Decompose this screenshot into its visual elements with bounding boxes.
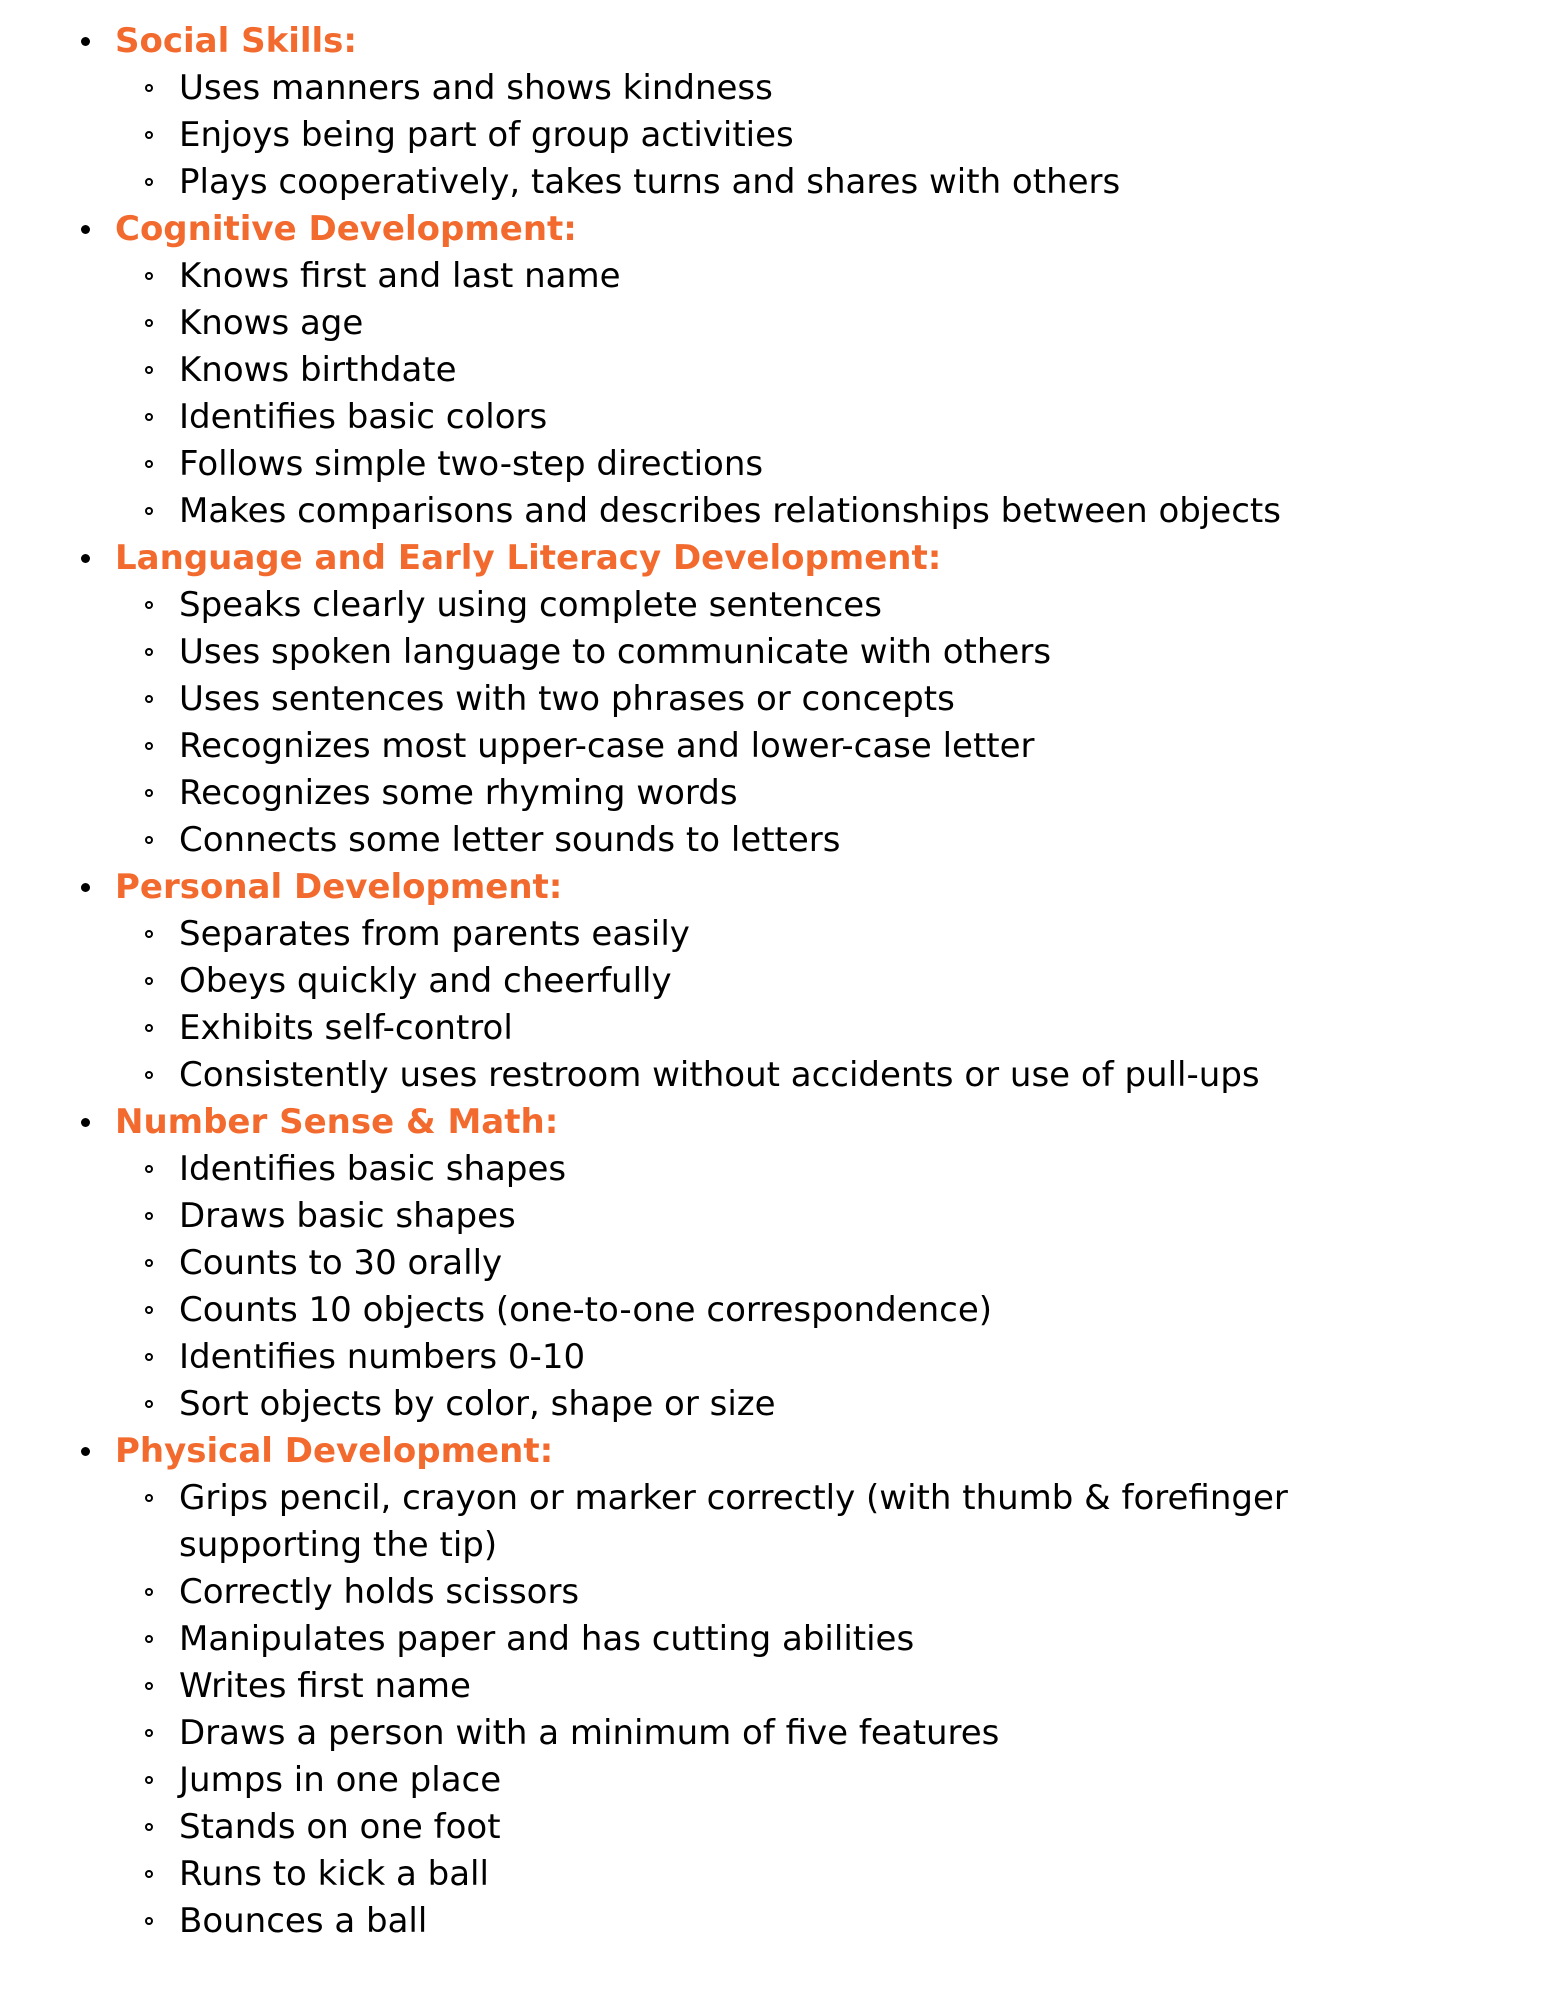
skill-text: Consistently uses restroom without accidents or use of pull-ups xyxy=(179,1055,1260,1095)
hollow-bullet-icon xyxy=(145,977,153,985)
skill-text: Counts to 30 orally xyxy=(179,1243,503,1283)
section-title: Social Skills: xyxy=(115,21,357,61)
skill-item xyxy=(0,347,1545,394)
hollow-bullet-icon xyxy=(145,1588,153,1596)
skill-text: Enjoys being part of group activities xyxy=(179,115,794,155)
hollow-bullet-icon xyxy=(145,1212,153,1220)
skill-item xyxy=(0,958,1545,1005)
hollow-bullet-icon xyxy=(145,507,153,515)
hollow-bullet-icon xyxy=(145,413,153,421)
skill-item xyxy=(0,65,1545,112)
section-heading xyxy=(0,18,1545,65)
hollow-bullet-icon xyxy=(145,366,153,374)
hollow-bullet-icon xyxy=(145,742,153,750)
hollow-bullet-icon xyxy=(145,319,153,327)
skill-item xyxy=(0,1616,1545,1663)
skill-text: Speaks clearly using complete sentences xyxy=(179,585,882,625)
skill-text: Sort objects by color, shape or size xyxy=(179,1384,776,1424)
section-list xyxy=(0,18,1545,1945)
skill-text: Knows age xyxy=(179,303,364,343)
skill-text: Manipulates paper and has cutting abilities xyxy=(179,1619,915,1659)
skill-text: Makes comparisons and describes relationships between objects xyxy=(179,491,1281,531)
skill-item xyxy=(0,1334,1545,1381)
skill-text: Uses manners and shows kindness xyxy=(179,68,773,108)
skill-text: Identifies basic colors xyxy=(179,397,548,437)
hollow-bullet-icon xyxy=(145,1823,153,1831)
hollow-bullet-icon xyxy=(145,601,153,609)
skill-list xyxy=(0,65,1545,206)
checklist-section xyxy=(0,535,1545,864)
skill-text: Draws a person with a minimum of five features xyxy=(179,1713,1000,1753)
section-title: Physical Development: xyxy=(115,1431,554,1471)
skill-item xyxy=(0,1193,1545,1240)
section-title: Personal Development: xyxy=(115,867,563,907)
hollow-bullet-icon xyxy=(145,648,153,656)
skill-text: Identifies basic shapes xyxy=(179,1149,567,1189)
skill-text: Separates from parents easily xyxy=(179,914,690,954)
hollow-bullet-icon xyxy=(145,460,153,468)
skill-list xyxy=(0,1146,1545,1428)
skill-item xyxy=(0,1287,1545,1334)
hollow-bullet-icon xyxy=(145,1917,153,1925)
hollow-bullet-icon xyxy=(145,1400,153,1408)
skill-text: Correctly holds scissors xyxy=(179,1572,580,1612)
skill-item xyxy=(0,1757,1545,1804)
skill-text: Draws basic shapes xyxy=(179,1196,516,1236)
hollow-bullet-icon xyxy=(145,1682,153,1690)
skill-item xyxy=(0,394,1545,441)
hollow-bullet-icon xyxy=(145,1870,153,1878)
skill-item xyxy=(0,1898,1545,1945)
skill-text: Obeys quickly and cheerfully xyxy=(179,961,672,1001)
skill-text: Knows birthdate xyxy=(179,350,457,390)
skill-text: Recognizes most upper-case and lower-case letter xyxy=(179,726,1035,766)
hollow-bullet-icon xyxy=(145,836,153,844)
filled-bullet-icon xyxy=(81,1118,90,1127)
skill-text: Knows first and last name xyxy=(179,256,621,296)
hollow-bullet-icon xyxy=(145,84,153,92)
checklist-section xyxy=(0,864,1545,1099)
skill-item xyxy=(0,441,1545,488)
skill-text: Counts 10 objects (one-to-one correspondence) xyxy=(179,1290,992,1330)
skill-text: Follows simple two-step directions xyxy=(179,444,764,484)
checklist-section xyxy=(0,1428,1545,1945)
skill-item xyxy=(0,1663,1545,1710)
section-heading xyxy=(0,1099,1545,1146)
section-heading xyxy=(0,206,1545,253)
skill-item xyxy=(0,911,1545,958)
hollow-bullet-icon xyxy=(145,1776,153,1784)
hollow-bullet-icon xyxy=(145,1071,153,1079)
section-heading xyxy=(0,535,1545,582)
skill-item xyxy=(0,723,1545,770)
hollow-bullet-icon xyxy=(145,1165,153,1173)
filled-bullet-icon xyxy=(81,225,90,234)
skill-item xyxy=(0,629,1545,676)
filled-bullet-icon xyxy=(81,37,90,46)
filled-bullet-icon xyxy=(81,1447,90,1456)
hollow-bullet-icon xyxy=(145,178,153,186)
skill-item xyxy=(0,1804,1545,1851)
skill-item xyxy=(0,770,1545,817)
skill-text: Uses spoken language to communicate with others xyxy=(179,632,1052,672)
skill-list xyxy=(0,582,1545,864)
skill-item xyxy=(0,1146,1545,1193)
hollow-bullet-icon xyxy=(145,789,153,797)
skill-item xyxy=(0,1569,1545,1616)
skill-text: Recognizes some rhyming words xyxy=(179,773,738,813)
hollow-bullet-icon xyxy=(145,1494,153,1502)
checklist-section xyxy=(0,206,1545,535)
skill-item xyxy=(0,1005,1545,1052)
skill-text: Plays cooperatively, takes turns and shares with others xyxy=(179,162,1121,202)
skill-text: Uses sentences with two phrases or concepts xyxy=(179,679,955,719)
section-title: Cognitive Development: xyxy=(115,209,577,249)
skill-text: Connects some letter sounds to letters xyxy=(179,820,841,860)
hollow-bullet-icon xyxy=(145,1259,153,1267)
hollow-bullet-icon xyxy=(145,695,153,703)
hollow-bullet-icon xyxy=(145,131,153,139)
skill-list xyxy=(0,253,1545,535)
skill-item xyxy=(0,300,1545,347)
skill-item xyxy=(0,1240,1545,1287)
section-title: Language and Early Literacy Development: xyxy=(115,538,942,578)
skill-item xyxy=(0,112,1545,159)
hollow-bullet-icon xyxy=(145,930,153,938)
skill-item xyxy=(0,817,1545,864)
checklist-section xyxy=(0,1099,1545,1428)
skill-item xyxy=(0,582,1545,629)
skill-text: Grips pencil, crayon or marker correctly (with thumb & forefinger supporting the tip) xyxy=(179,1478,1288,1565)
checklist-section xyxy=(0,18,1545,206)
skill-list xyxy=(0,1475,1545,1945)
skill-text: Bounces a ball xyxy=(179,1901,428,1941)
section-heading xyxy=(0,1428,1545,1475)
skill-item xyxy=(0,1475,1545,1569)
skill-item xyxy=(0,1052,1545,1099)
skill-item xyxy=(0,1710,1545,1757)
hollow-bullet-icon xyxy=(145,1306,153,1314)
skill-item xyxy=(0,1381,1545,1428)
skill-item xyxy=(0,1851,1545,1898)
skill-text: Identifies numbers 0-10 xyxy=(179,1337,586,1377)
skill-item xyxy=(0,488,1545,535)
skill-text: Jumps in one place xyxy=(179,1760,502,1800)
skill-text: Exhibits self-control xyxy=(179,1008,513,1048)
filled-bullet-icon xyxy=(81,554,90,563)
hollow-bullet-icon xyxy=(145,1635,153,1643)
skill-text: Stands on one foot xyxy=(179,1807,501,1847)
hollow-bullet-icon xyxy=(145,272,153,280)
skill-list xyxy=(0,911,1545,1099)
skill-text: Runs to kick a ball xyxy=(179,1854,489,1894)
section-title: Number Sense & Math: xyxy=(115,1102,559,1142)
hollow-bullet-icon xyxy=(145,1024,153,1032)
hollow-bullet-icon xyxy=(145,1729,153,1737)
filled-bullet-icon xyxy=(81,883,90,892)
skill-item xyxy=(0,159,1545,206)
skill-item xyxy=(0,253,1545,300)
skill-item xyxy=(0,676,1545,723)
hollow-bullet-icon xyxy=(145,1353,153,1361)
readiness-checklist xyxy=(0,18,1545,1945)
skill-text: Writes first name xyxy=(179,1666,471,1706)
section-heading xyxy=(0,864,1545,911)
